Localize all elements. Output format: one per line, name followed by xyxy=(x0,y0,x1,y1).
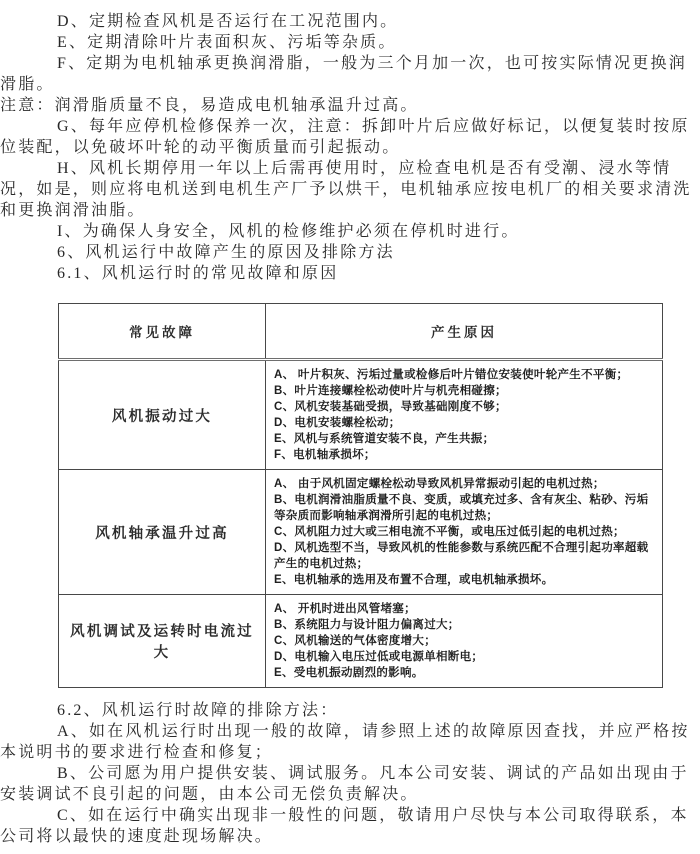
fault-name-cell: 风机振动过大 xyxy=(59,360,266,470)
para-item-D: D、定期检查风机是否运行在工况范围内。 xyxy=(57,13,399,30)
cause-item: E、风机与系统管道安装不良，产生共振； xyxy=(274,433,495,445)
maintenance-section xyxy=(0,11,700,284)
fault-name-cell: 风机调试及运转时电流过大 xyxy=(59,595,266,688)
para-note-grease: 注意：润滑脂质量不良，易造成电机轴承温升过高。 xyxy=(0,97,419,114)
cause-item: A、 由于风机固定螺栓松动导致风机异常振动引起的电机过热； xyxy=(274,478,605,490)
fault-name-cell: 风机轴承温升过高 xyxy=(59,470,266,595)
heading-section-6-2: 6.2、风机运行时故障的排除方法： xyxy=(57,702,339,719)
cause-item: A、 叶片积灰、污垢过量或检修后叶片错位安装使叶轮产生不平衡； xyxy=(274,369,629,381)
cause-item: C、风机阻力过大或三相电流不平衡，或电压过低引起的电机过热； xyxy=(274,526,625,538)
cause-item: E、电机轴承的选用及布置不合理，或电机轴承损坏。 xyxy=(274,574,554,586)
para-item-F: F、定期为电机轴承更换润滑脂，一般为三个月加一次，也可按实际情况更换润滑脂。 xyxy=(0,55,687,93)
para-item-B: B、公司愿为用户提供安装、调试服务。凡本公司安装、调试的产品如出现由于安装调试不良引起的问题，由本公司无偿负责解决。 xyxy=(0,765,689,803)
para-item-A: A、如在风机运行时出现一般的故障，请参照上述的故障原因查找，并应严格按本说明书的要求进行检查和修复； xyxy=(0,723,690,761)
table-row-vibration xyxy=(59,360,663,470)
para-item-C: C、如在运行中确实出现非一般性的问题，敬请用户尽快与本公司取得联系，本公司将以最快的速度赴现场解决。 xyxy=(0,807,689,845)
cause-item: D、电机安装螺栓松动； xyxy=(274,417,401,429)
para-item-G: G、每年应停机检修保养一次，注意：拆卸叶片后应做好标记，以便复装时按原位装配，以免破坏叶轮的动平衡质量而引起振动。 xyxy=(0,118,690,156)
heading-section-6: 6、风机运行中故障产生的原因及排除方法 xyxy=(57,244,395,261)
cause-item: D、风机选型不当，导致风机的性能参数与系统匹配不合理引起功率超载产生的电机过热； xyxy=(274,542,649,570)
para-item-E: E、定期清除叶片表面积灰、污垢等杂质。 xyxy=(57,34,397,51)
cause-item: B、叶片连接螺栓松动使叶片与机壳相碰擦； xyxy=(274,385,507,397)
fault-header-cell: 常见故障 xyxy=(59,304,266,360)
cause-item: D、电机输入电压过低或电源单相断电； xyxy=(274,651,484,663)
cause-item: F、电机轴承损坏； xyxy=(274,449,376,461)
cause-list xyxy=(266,360,663,470)
fault-table xyxy=(58,303,663,688)
cause-item: B、系统阻力与设计阻力偏离过大； xyxy=(274,619,460,631)
heading-section-6-1: 6.1、风机运行时的常见故障和原因 xyxy=(57,265,339,282)
cause-list xyxy=(266,595,663,688)
cause-header-cell: 产生原因 xyxy=(266,304,663,360)
cause-item: B、电机润滑油脂质量不良、变质，或填充过多、含有灰尘、粘砂、污垢等杂质而影响轴承润滑所引起的电机过热； xyxy=(274,494,649,522)
cause-item: C、风机安装基础受损，导致基础刚度不够； xyxy=(274,401,507,413)
fault-table-header-row xyxy=(59,304,663,360)
table-row-bearing-temp xyxy=(59,470,663,595)
troubleshooting-section xyxy=(0,700,700,847)
para-item-H: H、风机长期停用一年以上后需再使用时，应检查电机是否有受潮、浸水等情况，如是，则应将电机送到电机生产厂予以烘干，电机轴承应按电机厂的相关要求清洗和更换润滑油脂。 xyxy=(0,160,692,219)
cause-item: C、风机输送的气体密度增大； xyxy=(274,635,437,647)
para-item-I: I、为确保人身安全，风机的检修维护必须在停机时进行。 xyxy=(57,223,520,240)
table-row-over-current xyxy=(59,595,663,688)
cause-list xyxy=(266,470,663,595)
cause-item: E、受电机振动剧烈的影响。 xyxy=(274,667,424,679)
cause-item: A、 开机时进出风管堵塞； xyxy=(274,603,416,615)
